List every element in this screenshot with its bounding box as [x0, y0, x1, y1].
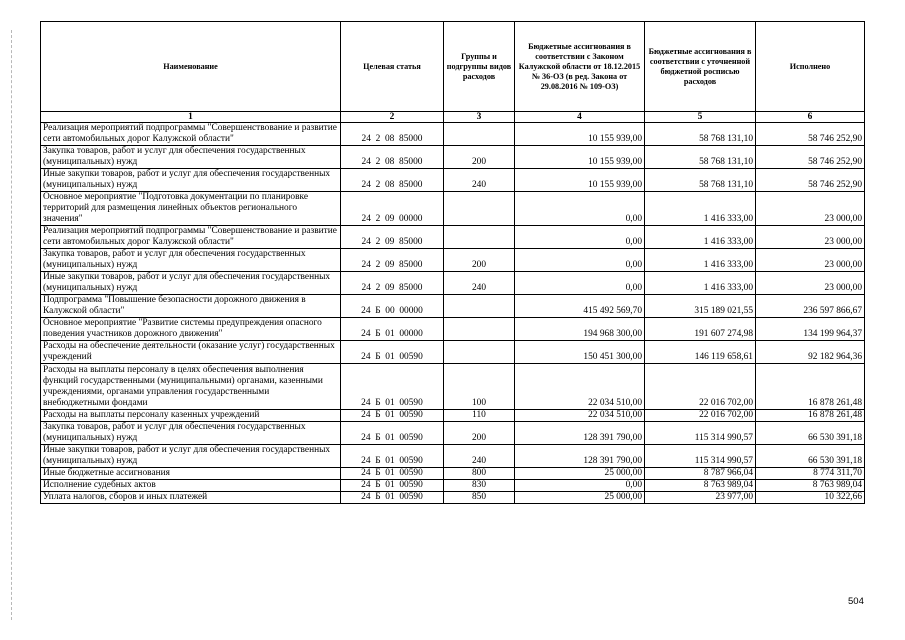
table-row — [41, 123, 865, 146]
row-approved: 0,00 — [515, 226, 645, 249]
row-executed: 58 746 252,90 — [756, 123, 865, 146]
row-approved: 0,00 — [515, 249, 645, 272]
column-number: 4 — [515, 112, 645, 123]
header-executed: Исполнено — [756, 22, 865, 112]
row-expense-group — [444, 341, 515, 364]
row-name: Расходы на выплаты персоналу в целях обеспечения выполнения функций государственными (муниципальными) органами, казенными учреждениями, органами управления государственными внебюджетными фондами — [41, 364, 341, 410]
row-approved: 22 034 510,00 — [515, 410, 645, 422]
row-expense-group: 110 — [444, 410, 515, 422]
row-executed: 134 199 964,37 — [756, 318, 865, 341]
header-name: Наименование — [41, 22, 341, 112]
row-target-article: 24 Б 01 00590 — [341, 492, 444, 504]
row-target-article: 24 2 09 85000 — [341, 272, 444, 295]
row-refined: 22 016 702,00 — [645, 410, 756, 422]
row-target-article: 24 2 09 85000 — [341, 249, 444, 272]
row-name: Закупка товаров, работ и услуг для обеспечения государственных (муниципальных) нужд — [41, 146, 341, 169]
row-executed: 23 000,00 — [756, 272, 865, 295]
table-row — [41, 318, 865, 341]
header-expense-groups: Группы и подгруппы видов расходов — [444, 22, 515, 112]
row-name: Иные закупки товаров, работ и услуг для обеспечения государственных (муниципальных) нужд — [41, 272, 341, 295]
row-executed: 58 746 252,90 — [756, 169, 865, 192]
budget-execution-table — [40, 21, 865, 504]
table-row — [41, 295, 865, 318]
row-refined: 146 119 658,61 — [645, 341, 756, 364]
header-row — [41, 22, 865, 112]
row-refined: 191 607 274,98 — [645, 318, 756, 341]
table-row — [41, 226, 865, 249]
row-executed: 23 000,00 — [756, 249, 865, 272]
row-target-article: 24 Б 00 00000 — [341, 295, 444, 318]
row-expense-group: 100 — [444, 364, 515, 410]
column-number: 5 — [645, 112, 756, 123]
row-target-article: 24 Б 01 00000 — [341, 318, 444, 341]
row-target-article: 24 Б 01 00590 — [341, 364, 444, 410]
row-executed: 16 878 261,48 — [756, 410, 865, 422]
row-target-article: 24 Б 01 00590 — [341, 410, 444, 422]
row-refined: 1 416 333,00 — [645, 272, 756, 295]
row-refined: 8 763 989,04 — [645, 480, 756, 492]
row-refined: 58 768 131,10 — [645, 169, 756, 192]
table-row — [41, 272, 865, 295]
row-refined: 115 314 990,57 — [645, 445, 756, 468]
table-row — [41, 192, 865, 226]
row-refined: 58 768 131,10 — [645, 146, 756, 169]
table-row — [41, 445, 865, 468]
row-name: Реализация мероприятий подпрограммы "Совершенствование и развитие сети автомобильных дорог Калужской области" — [41, 226, 341, 249]
row-target-article: 24 Б 01 00590 — [341, 341, 444, 364]
row-expense-group: 200 — [444, 249, 515, 272]
row-expense-group: 830 — [444, 480, 515, 492]
row-target-article: 24 2 08 85000 — [341, 123, 444, 146]
row-refined: 23 977,00 — [645, 492, 756, 504]
row-refined: 315 189 021,55 — [645, 295, 756, 318]
row-executed: 66 530 391,18 — [756, 422, 865, 445]
row-approved: 10 155 939,00 — [515, 123, 645, 146]
row-executed: 8 763 989,04 — [756, 480, 865, 492]
column-number: 6 — [756, 112, 865, 123]
row-refined: 22 016 702,00 — [645, 364, 756, 410]
row-name: Закупка товаров, работ и услуг для обеспечения государственных (муниципальных) нужд — [41, 249, 341, 272]
row-executed: 92 182 964,36 — [756, 341, 865, 364]
row-target-article: 24 2 08 85000 — [341, 169, 444, 192]
row-approved: 10 155 939,00 — [515, 146, 645, 169]
row-approved: 25 000,00 — [515, 492, 645, 504]
row-expense-group: 240 — [444, 445, 515, 468]
row-executed: 236 597 866,67 — [756, 295, 865, 318]
page-edge-line — [11, 30, 12, 620]
table-row — [41, 492, 865, 504]
row-refined: 115 314 990,57 — [645, 422, 756, 445]
column-number: 1 — [41, 112, 341, 123]
row-name: Закупка товаров, работ и услуг для обеспечения государственных (муниципальных) нужд — [41, 422, 341, 445]
row-target-article: 24 Б 01 00590 — [341, 480, 444, 492]
row-name: Основное мероприятие "Развитие системы предупреждения опасного поведения участников дорожного движения" — [41, 318, 341, 341]
table-row — [41, 364, 865, 410]
row-approved: 128 391 790,00 — [515, 422, 645, 445]
row-expense-group: 850 — [444, 492, 515, 504]
row-target-article: 24 Б 01 00590 — [341, 422, 444, 445]
row-refined: 58 768 131,10 — [645, 123, 756, 146]
row-name: Расходы на выплаты персоналу казенных учреждений — [41, 410, 341, 422]
row-name: Исполнение судебных актов — [41, 480, 341, 492]
row-refined: 8 787 966,04 — [645, 468, 756, 480]
row-expense-group — [444, 295, 515, 318]
row-target-article: 24 Б 01 00590 — [341, 468, 444, 480]
row-expense-group: 200 — [444, 422, 515, 445]
row-expense-group — [444, 192, 515, 226]
row-approved: 25 000,00 — [515, 468, 645, 480]
row-approved: 10 155 939,00 — [515, 169, 645, 192]
row-name: Подпрограмма "Повышение безопасности дорожного движения в Калужской области" — [41, 295, 341, 318]
row-refined: 1 416 333,00 — [645, 249, 756, 272]
row-approved: 0,00 — [515, 480, 645, 492]
row-name: Расходы на обеспечение деятельности (оказание услуг) государственных учреждений — [41, 341, 341, 364]
row-executed: 66 530 391,18 — [756, 445, 865, 468]
row-name: Основное мероприятие "Подготовка документации по планировке территорий для размещения линейных объектов регионального значения" — [41, 192, 341, 226]
row-approved: 150 451 300,00 — [515, 341, 645, 364]
row-approved: 128 391 790,00 — [515, 445, 645, 468]
row-refined: 1 416 333,00 — [645, 226, 756, 249]
row-name: Уплата налогов, сборов и иных платежей — [41, 492, 341, 504]
header-target-article: Целевая статья — [341, 22, 444, 112]
row-approved: 415 492 569,70 — [515, 295, 645, 318]
row-executed: 16 878 261,48 — [756, 364, 865, 410]
row-expense-group: 800 — [444, 468, 515, 480]
column-number: 3 — [444, 112, 515, 123]
row-executed: 23 000,00 — [756, 226, 865, 249]
row-executed: 23 000,00 — [756, 192, 865, 226]
column-number-row — [41, 112, 865, 123]
row-approved: 0,00 — [515, 192, 645, 226]
row-expense-group — [444, 123, 515, 146]
row-name: Иные закупки товаров, работ и услуг для обеспечения государственных (муниципальных) нужд — [41, 169, 341, 192]
row-executed: 58 746 252,90 — [756, 146, 865, 169]
table-row — [41, 468, 865, 480]
table-row — [41, 480, 865, 492]
row-target-article: 24 2 09 00000 — [341, 192, 444, 226]
header-approved-allocations: Бюджетные ассигнования в соответствии с Законом Калужской области от 18.12.2015 № 36-ОЗ (в ред. Закона от 29.08.2016 № 109-ОЗ) — [515, 22, 645, 112]
row-expense-group: 240 — [444, 169, 515, 192]
row-executed: 10 322,66 — [756, 492, 865, 504]
column-number: 2 — [341, 112, 444, 123]
row-expense-group: 240 — [444, 272, 515, 295]
table-row — [41, 341, 865, 364]
row-target-article: 24 2 09 85000 — [341, 226, 444, 249]
row-approved: 22 034 510,00 — [515, 364, 645, 410]
table-row — [41, 146, 865, 169]
row-expense-group — [444, 318, 515, 341]
page-number: 504 — [848, 596, 864, 607]
row-name: Иные закупки товаров, работ и услуг для обеспечения государственных (муниципальных) нужд — [41, 445, 341, 468]
table-row — [41, 422, 865, 445]
table-row — [41, 169, 865, 192]
header-refined-allocations: Бюджетные ассигнования в соответствии с уточненной бюджетной росписью расходов — [645, 22, 756, 112]
row-executed: 8 774 311,70 — [756, 468, 865, 480]
row-name: Иные бюджетные ассигнования — [41, 468, 341, 480]
row-expense-group: 200 — [444, 146, 515, 169]
row-approved: 194 968 300,00 — [515, 318, 645, 341]
row-name: Реализация мероприятий подпрограммы "Совершенствование и развитие сети автомобильных дорог Калужской области" — [41, 123, 341, 146]
table-row — [41, 249, 865, 272]
table-row — [41, 410, 865, 422]
row-approved: 0,00 — [515, 272, 645, 295]
row-target-article: 24 2 08 85000 — [341, 146, 444, 169]
row-refined: 1 416 333,00 — [645, 192, 756, 226]
row-expense-group — [444, 226, 515, 249]
row-target-article: 24 Б 01 00590 — [341, 445, 444, 468]
